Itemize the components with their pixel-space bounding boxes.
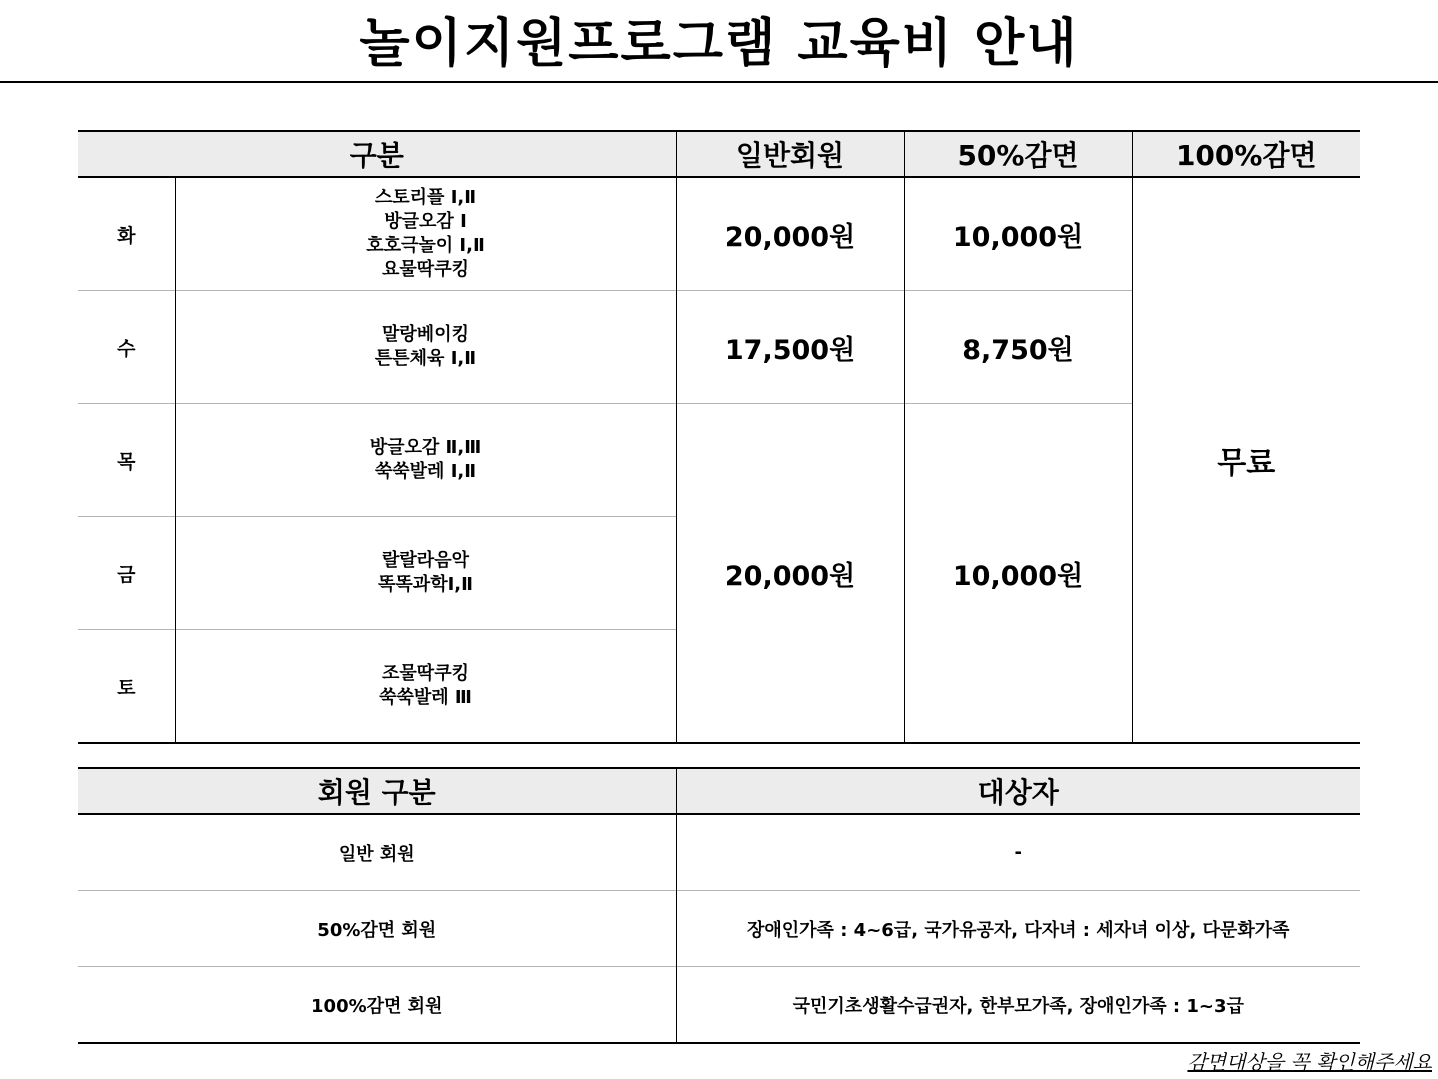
header-regular: 일반회원 bbox=[676, 131, 904, 177]
day-label: 토 bbox=[78, 630, 175, 744]
member-header-row bbox=[78, 768, 1360, 814]
program-name: 말랑베이킹 bbox=[382, 324, 469, 345]
fee-header-row bbox=[78, 131, 1360, 177]
member-target: 국민기초생활수급권자, 한부모가족, 장애인가족 : 1~3급 bbox=[676, 967, 1360, 1044]
fee-row-tue bbox=[78, 177, 1360, 291]
program-name: 방글오감 Ⅰ bbox=[384, 211, 467, 232]
program-name: 튼튼체육 Ⅰ,Ⅱ bbox=[374, 348, 477, 369]
member-type: 50%감면 회원 bbox=[78, 891, 676, 967]
program-name: 똑똑과학Ⅰ,Ⅱ bbox=[378, 574, 473, 595]
day-label: 수 bbox=[78, 291, 175, 404]
price-half-discount: 8,750원 bbox=[904, 291, 1132, 404]
program-name: 요물딱쿠킹 bbox=[382, 259, 469, 280]
day-label: 금 bbox=[78, 517, 175, 630]
price-regular: 17,500원 bbox=[676, 291, 904, 404]
price-half-discount: 10,000원 bbox=[904, 177, 1132, 291]
header-category: 구분 bbox=[78, 131, 676, 177]
price-regular: 20,000원 bbox=[676, 404, 904, 744]
member-row-half-discount bbox=[78, 891, 1360, 967]
day-label: 목 bbox=[78, 404, 175, 517]
price-half-discount: 10,000원 bbox=[904, 404, 1132, 744]
program-list bbox=[175, 630, 676, 744]
program-name: 쑥쑥발레 Ⅲ bbox=[379, 687, 472, 708]
header-member-type: 회원 구분 bbox=[78, 768, 676, 814]
header-target: 대상자 bbox=[676, 768, 1360, 814]
member-type: 일반 회원 bbox=[338, 843, 415, 865]
header-half-discount: 50%감면 bbox=[904, 131, 1132, 177]
program-list bbox=[175, 177, 676, 291]
program-name: 방글오감 Ⅱ,Ⅲ bbox=[369, 437, 482, 458]
day-label: 화 bbox=[117, 224, 136, 247]
member-target: - bbox=[676, 814, 1360, 891]
member-row-regular bbox=[78, 814, 1360, 891]
member-table bbox=[78, 767, 1360, 1044]
footnote: 감면대상을 꼭 확인해주세요 bbox=[1187, 1050, 1432, 1074]
member-type: 100%감면 회원 bbox=[78, 967, 676, 1044]
program-name: 조물딱쿠킹 bbox=[382, 663, 469, 684]
member-row-full-discount bbox=[78, 967, 1360, 1044]
header-full-discount: 100%감면 bbox=[1132, 131, 1360, 177]
title-divider bbox=[0, 81, 1438, 83]
program-name: 스토리플 Ⅰ,Ⅱ bbox=[374, 187, 477, 208]
price-regular: 20,000원 bbox=[676, 177, 904, 291]
fee-table bbox=[78, 130, 1360, 744]
program-name: 호호극놀이 Ⅰ,Ⅱ bbox=[366, 235, 485, 256]
member-target: 장애인가족 : 4~6급, 국가유공자, 다자녀 : 세자녀 이상, 다문화가족 bbox=[676, 891, 1360, 967]
program-list bbox=[175, 404, 676, 517]
program-list bbox=[175, 517, 676, 630]
page-title: 놀이지원프로그램 교육비 안내 bbox=[359, 14, 1079, 74]
program-list bbox=[175, 291, 676, 404]
program-name: 랄랄라음악 bbox=[382, 550, 469, 571]
price-full-discount: 무료 bbox=[1132, 177, 1360, 743]
program-name: 쑥쑥발레 Ⅰ,Ⅱ bbox=[374, 461, 477, 482]
